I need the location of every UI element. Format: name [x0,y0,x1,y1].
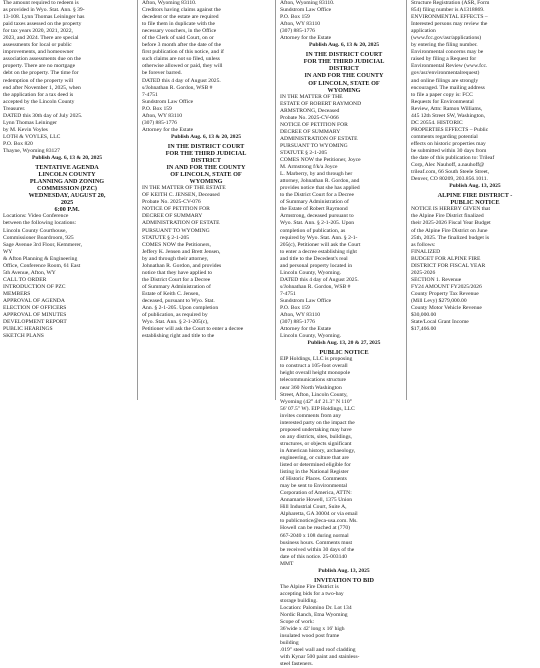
notice-text-line: near 360 North Washington [280,384,342,391]
notice-text-line: in American history, archaeology, [280,447,356,454]
notice-text-line: otherwise allowed or paid, they will [142,63,223,70]
notice-text-line: Jeffery K. Jensen and Brett Jensen, [142,248,221,255]
notice-text-line: may be sent to Environmental [280,483,348,490]
notice-text-line: decedent or the estate are required [142,14,219,21]
notice-text-line: (Mill Levy) $279,000.00 [411,297,467,304]
notice-text-line: such claims are not so filed, unless [142,56,220,63]
notice-text-line: Commissioner Boardroom, 925 [3,234,74,241]
notice-text-line: date of this notice. 25-003140 [280,553,347,560]
notice-text-line: property. There are no mortgage [3,63,76,70]
notice-text-line: OF KEITH C. JENSEN, Deceased [142,192,220,199]
notice-text-line: P.O. Box 159 [280,14,310,21]
notice-text-line: Requests for Environmental [411,98,474,105]
notice-text-line: be submitted within 30 days from [411,147,487,154]
notice-text-line: 36'wide x 42' long x 16' high [280,626,345,633]
column-rule [137,0,138,400]
notice-text-line: and online filings are strongly [411,77,479,84]
notice-text-line: 13-108. Lynn Thomas Leininger has [3,14,85,21]
notice-text-line: to file them in duplicate with the [142,21,216,28]
notice-text-line: assessments for local or public [3,42,72,49]
notice-text-line: IN THE MATTER OF THE ESTATE [142,185,226,192]
publish-line: Publish Aug. 6, 13 & 20, 2025 [308,42,380,49]
notice-text-line: ENVIRONMENTAL EFFECTS – [411,14,488,21]
column-rule [275,0,276,400]
notice-text-line: 56' 07.5" W). EIP Holdings, LLC [280,405,355,412]
notice-text-line: Sundstrom Law Office [142,98,194,105]
notice-text-line: to publicnotice@eca-usa.com. Ms. [280,518,358,525]
notice-text-line: trileaf.com, 66 South Steele Street, [411,169,490,176]
notice-text-line: NOTICE OF PETITION FOR [280,121,348,128]
notice-text-line: Probate No. 2025-CV-076 [142,199,201,206]
notice-text-line: PURSUANT TO WYOMING [142,227,210,234]
notice-text-line: APPROVAL OF AGENDA [3,297,65,304]
notice-text-line: establishing right and title to the [142,333,215,340]
notice-text-line: $30,000.00 [411,312,437,319]
notice-text-line: Creditors having claims against the [142,7,221,14]
notice-text-line: required by Wyo. Stat. Ann. § 2-1- [280,234,358,241]
notice-heading: INVITATION TO BID [313,576,375,584]
notice-text-line: 854) filing number is A1318869. [411,7,485,14]
notice-text-line: before 3 month after the date of the [142,42,222,49]
notice-text-line: first publication of this notice, and if [142,49,224,56]
notice-text-line: Probate No. 2025-CV-066 [280,114,339,121]
notice-text-line: Afton, Wyoming 83110. [142,0,197,6]
notice-text-line: comments regarding potential [411,133,478,140]
notice-text-line: by entering the filing number. [411,42,478,49]
notice-heading: PUBLIC NOTICE [319,349,369,357]
notice-text-line: (307) 885-1776 [280,319,315,326]
notice-text-line: be received within 30 days of the [280,546,355,553]
notice-text-line: Estate of Keith C. Jensen, [142,290,200,297]
notice-text-line: be forever barred. [142,70,182,77]
notice-text-line: provides notice that she has applied [280,185,360,192]
notice-text-line: encouraged. The mailing address [411,84,485,91]
notice-heading: PLANNING AND ZONING [29,178,105,186]
notice-text-line: on any districts, sites, buildings, [280,433,352,440]
notice-text-line: Sundstrom Law Office [280,7,332,14]
notice-text-line: Street, Afton, Lincoln County, [280,391,348,398]
publish-line: Publish Aug. 6, 13 & 20, 2025 [170,133,242,140]
notice-text-line: The Alpine Fire District is [280,583,339,590]
notice-text-line: P.O. Box 159 [142,105,172,112]
notice-text-line: State/Local Grant Income [411,319,469,326]
notice-text-line: Alpharetta, GA 30004 or via email [280,511,358,518]
notice-heading: 2025 [60,199,74,207]
notice-text-line: of Historic Places. Comments [280,476,347,483]
notice-column-3 [280,0,408,668]
notice-text-line: NOTICE IS HEREBY GIVEN that [411,206,491,213]
publish-line: Publish Aug. 13, 20 & 27, 2025 [307,340,381,347]
notice-text-line: 25th, 2025. The finalized budget is [411,234,490,241]
notice-text-line: attorney, Johnathan R. Gordon, and [280,178,360,185]
notice-text-line: SKETCH PLANS [3,333,44,340]
notice-text-line: Lynn Thomas Leininger [3,119,57,126]
notice-text-line: Wyoming (42° 44' 21.3" N 110° [280,398,352,405]
notice-text-line: P.O. Box 820 [3,140,33,147]
notice-text-line: Hill Industrial Court, Suite A, [280,504,347,511]
notice-heading: FOR THE THIRD JUDICIAL [303,58,385,66]
notice-text-line: the Alpine Fire District finalized [411,213,484,220]
notice-text-line: (307) 885-1776 [142,119,177,126]
notice-heading: COMMISSION (PZC) [37,185,97,193]
notice-text-line: M. Armstrong f/k/a Joyce [280,164,338,171]
notice-text-line: to enter a decree establishing right [280,248,357,255]
notice-text-line: FY24 AMOUNT FY2025/2026 [411,283,482,290]
publish-line: Publish Aug. 13, 2025 [449,183,501,190]
notice-text-line: ADMINISTRATION OF ESTATE [280,135,358,142]
notice-text-line: Corp, Alec Nauhoff, a.nauhoff@ [411,162,485,169]
notice-text-line: FINALIZED [411,248,441,255]
notice-text-line: accepting bids for a two-bay [280,590,344,597]
notice-text-line: end after November 1, 2025, when [3,84,81,91]
notice-text-line: L. Marberry, by and through her [280,171,353,178]
notice-text-line: LOTH & VOYLES, LLC [3,133,61,140]
notice-heading: WEDNESDAY, AUGUST 20, [28,192,106,200]
notice-text-line: Attorney for the Estate [280,35,332,42]
notice-text-line: Interested persons may review the [411,21,488,28]
notice-text-line: & Afton Planning & Engineering [3,255,78,262]
notice-text-line: Ann. § 2-1-205. Upon completion [142,305,219,312]
notice-text-line: CALL TO ORDER [3,276,47,283]
notice-heading: IN THE DISTRICT COURT [305,51,383,59]
notice-text-line: Lincoln County Courthouse, [3,227,67,234]
notice-text-line: WY [3,248,13,255]
notice-text-line: Sage Avenue 3rd Floor, Kemmerer, [3,241,82,248]
notice-text-line: 445 12th Street SW, Washington, [411,112,486,119]
notice-text-line: 205(c), Petitioner will ask the Court [280,241,361,248]
notice-text-line: engineering, or culture that are [280,455,349,461]
notice-text-line: 5th Avenue, Afton, WY [3,269,56,276]
notice-text-line: completion of publication, as [280,227,346,234]
notice-text-line: interested party on the impact the [280,419,355,426]
notice-text-line: PUBLIC HEARINGS [3,326,53,333]
notice-text-line: Structure Registration (ASR, Form [411,0,490,6]
notice-text-line: 2023, and 2024. There are special [3,35,79,42]
notice-text-line: 7-4751 [280,290,296,297]
notice-text-line: association assessments due on the [3,56,81,63]
notice-text-line: the District Court for a Decree [142,276,211,283]
notice-text-line: IN THE MATTER OF THE [280,93,343,100]
publish-line: Publish Aug. 6, 13 & 20, 2025 [31,155,103,162]
notice-text-line: Scope of work: [280,619,315,626]
notice-text-line: Thayne, Wyoming 83127 [3,147,60,154]
notice-text-line: PURSUANT TO WYOMING [280,142,348,149]
notice-text-line: Corporation of America, ATTN: [280,490,352,497]
notice-text-line: debt on the property. The time for [3,70,79,77]
notice-text-line: to the District Court for a Decree [280,192,354,199]
notice-text-line: Attorney for the Estate [280,326,332,333]
notice-heading: LINCOLN COUNTY [38,171,96,179]
notice-text-line: Sundstrom Law Office [280,297,332,304]
notice-heading: IN THE DISTRICT COURT [167,142,245,150]
notice-text-line: to construct a 105-foot overall [280,363,348,370]
notice-text-line: of Summary Administration of [142,283,211,290]
notice-text-line: DATED this 4 day of August 2025. [142,77,221,84]
notice-text-line: of publication, as required by [142,312,208,319]
notice-text-line: 667-2040 x 108 during normal [280,532,349,539]
notice-text-line: (www.fcc.gov/asr/applications) [411,35,482,42]
notice-text-line: improvements, and homeowner [3,49,74,56]
notice-heading: DISTRICT [329,65,359,73]
notice-column-1 [3,0,131,340]
notice-text-line: MEMBERS [3,290,31,297]
notice-text-line: DISTRICT FOR FISCAL YEAR [411,262,486,269]
notice-text-line: DECREE OF SUMMARY [142,213,203,220]
notice-text-line: DATED this 4 day of August 2025. [280,276,359,283]
notice-text-line: Environmental concerns may be [411,49,484,56]
notice-text-line: Denver, CO 80209, 203.856.1011. [411,176,488,183]
notice-text-line: by and through their attorney, [142,255,209,262]
notice-text-line: INTRODUCTION OF PZC [3,283,66,290]
notice-text-line: COMES NOW the Petitioners, [142,241,211,248]
notice-text-line: by M. Kevin Voyles [3,126,48,133]
notice-heading: IN AND FOR THE COUNTY [304,72,384,80]
notice-text-line: County Motor Vehicle Revenue [411,305,482,312]
notice-text-line: The amount required to redeem is [3,0,79,6]
notice-column-4 [411,0,539,333]
notice-column-2 [142,0,270,340]
notice-text-line: s/Johnathan R. Gordon, WSB # [142,84,213,91]
notice-heading: FOR THE THIRD JUDICIAL [165,149,247,157]
notice-text-line: 7-4751 [142,91,158,98]
notice-text-line: Review, Attn: Ramon Williams, [411,105,483,112]
notice-text-line: for tax years 2020, 2021, 2022, [3,28,73,35]
notice-text-line: listed or determined eligible for [280,462,351,469]
notice-text-line: COMES NOW the Petitioner, Joyce [280,157,361,164]
notice-text-line: of Summary Administration of [280,199,349,206]
notice-heading: TENTATIVE AGENDA [35,164,99,172]
notice-text-line: to file a paper copy is: FCC [411,91,473,98]
notice-text-line: Lincoln County, Wyoming. [280,333,342,340]
notice-text-line: steel fasteners. [280,661,313,668]
notice-heading: WYOMING [189,178,223,186]
publish-line: Publish Aug. 13, 2025 [318,567,370,574]
notice-text-line: EIP Holdings, LLC is proposing [280,356,353,363]
notice-text-line: storage building. [280,597,318,604]
notice-text-line: PROPERTIES EFFECTS – Public [411,126,489,133]
notice-text-line: Annamarie Howell, 1375 Union [280,497,353,504]
notice-text-line: Wyo. Stat. Ann. § 2-1-205. Upon [280,220,355,227]
notice-text-line: Treasurer. [3,105,26,112]
notice-text-line: ADMINISTRATION OF ESTATE [142,220,220,227]
notice-text-line: necessary vouchers, in the Office [142,28,217,35]
notice-text-line: Wyo. Stat. Ann. § 2-1-205(c), [142,319,209,326]
notice-text-line: Armstrong, deceased pursuant to [280,213,354,220]
notice-text-line: ELECTION OF OFFICERS [3,305,67,312]
notice-text-line: insulated wood post frame [280,633,340,640]
notice-text-line: building [280,640,299,647]
notice-text-line: of the Alpine Fire District on June [411,227,488,234]
notice-text-line: DATED this 30th day of July 2025. [3,112,83,119]
notice-text-line: BUDGET FOR ALPINE FIRE [411,255,481,262]
notice-text-line: and title to the Decedent's real [280,255,348,262]
notice-text-line: DEVELOPMENT REPORT [3,319,67,326]
notice-text-line: as provided in Wyo. Stat. Ann. § 39- [3,7,85,14]
notice-text-line: Petitioner will ask the Court to enter a decree [142,326,244,333]
notice-text-line: Locations: Video Conference [3,213,69,220]
notice-text-line: telecommunications structure [280,377,347,384]
notice-text-line: between the following locations: [3,220,77,227]
notice-text-line: redemption of the property will [3,77,74,84]
notice-text-line: STATUTE § 2-1-205 [280,149,328,156]
notice-text-line: deceased, pursuant to Wyo. Stat. [142,297,215,304]
notice-text-line: Attorney for the Estate [142,126,194,133]
notice-text-line: County Property Tax Revenue [411,290,479,297]
notice-text-line: Afton, Wyoming 83110. [280,0,335,6]
notice-text-line: Howell can be reached at (770) [280,525,351,532]
notice-text-line: business hours. Comments must [280,539,353,546]
notice-text-line: MMT [280,560,294,567]
notice-text-line: P.O. Box 159 [280,305,310,312]
notice-text-line: STATUTE § 2-1-205 [142,234,190,241]
notice-text-line: accepted by the Lincoln County [3,98,75,105]
notice-text-line: with Kynar 500 paint and stainless- [280,654,360,661]
notice-text-line: their 2025-2026 Fiscal Year Budget [411,220,491,227]
notice-heading: 6:00 P.M. [54,206,80,214]
notice-text-line: structures, or objects significant [280,440,352,447]
notice-text-line: Nordic Ranch, Etna Wyoming [280,612,348,619]
notice-text-line: ESTATE OF ROBERT RAYMOND [280,100,362,107]
notice-text-line: the application for a tax deed is [3,91,74,98]
notice-heading: ALPINE FIRE DISTRICT - [437,192,513,200]
notice-text-line: Afton, WY 83110 [280,312,321,319]
notice-text-line: Lincoln County, Wyoming. [280,269,342,276]
notice-text-line: raised by filing a Request for [411,56,477,63]
notice-text-line: as follows: [411,241,436,248]
notice-text-line: the date of this publication to: Trileaf [411,155,495,162]
notice-text-line: height overall height monopole [280,370,351,377]
notice-text-line: Environmental Review (www.fcc. [411,63,488,70]
notice-text-line: ARMSTRONG, Deceased [280,107,340,114]
notice-text-line: 2025-2026 [411,269,436,276]
notice-heading: PUBLIC NOTICE [450,199,500,207]
notice-text-line: of the Clerk of said Court, on or [142,35,214,42]
notice-text-line: .019" steel wall and roof cladding [280,647,356,654]
notice-text-line: invites comments from any [280,412,342,419]
notice-text-line: Location: Palomino Dr. Lot 134 [280,604,352,611]
notice-text-line: NOTICE OF PETITION FOR [142,206,210,213]
notice-text-line: application [411,28,436,35]
notice-text-line: APPROVAL OF MINUTES [3,312,67,319]
notice-heading: WYOMING [327,86,361,94]
notice-text-line: Afton, WY 83110 [142,112,183,119]
notice-text-line: (307) 885-1776 [280,28,315,35]
notice-text-line: Office, Conference Room, 61 East [3,262,81,269]
notice-text-line: DC 20554. HISTORIC [411,119,463,126]
notice-text-line: $17,466.00 [411,326,437,333]
notice-text-line: s/Johnathan R. Gordon, WSB # [280,283,351,290]
notice-text-line: paid taxes assessed on the property [3,21,82,28]
notice-text-line: gov/asr/environmentalrequest) [411,70,480,77]
notice-text-line: the Estate of Robert Raymond [280,206,348,213]
notice-text-line: SECTION 1. Revenue [411,276,462,283]
notice-heading: DISTRICT [191,157,221,165]
notice-heading: OF LINCOLN, STATE OF [170,171,242,179]
notice-text-line: and personal property located in [280,262,353,269]
notice-heading: OF LINCOLN, STATE OF [308,79,380,87]
notice-text-line: listing in the National Register [280,469,349,476]
notice-text-line: proposed undertaking may have [280,426,352,433]
notice-text-line: notice that they have applied to [142,269,213,276]
notice-text-line: Johnathan R. Gordon, and provides [142,262,222,269]
notice-heading: IN AND FOR THE COUNTY [166,164,246,172]
notice-text-line: DECREE OF SUMMARY [280,128,341,135]
notice-text-line: effects on historic properties may [411,140,486,147]
notice-text-line: Afton, WY 83110 [280,21,321,28]
